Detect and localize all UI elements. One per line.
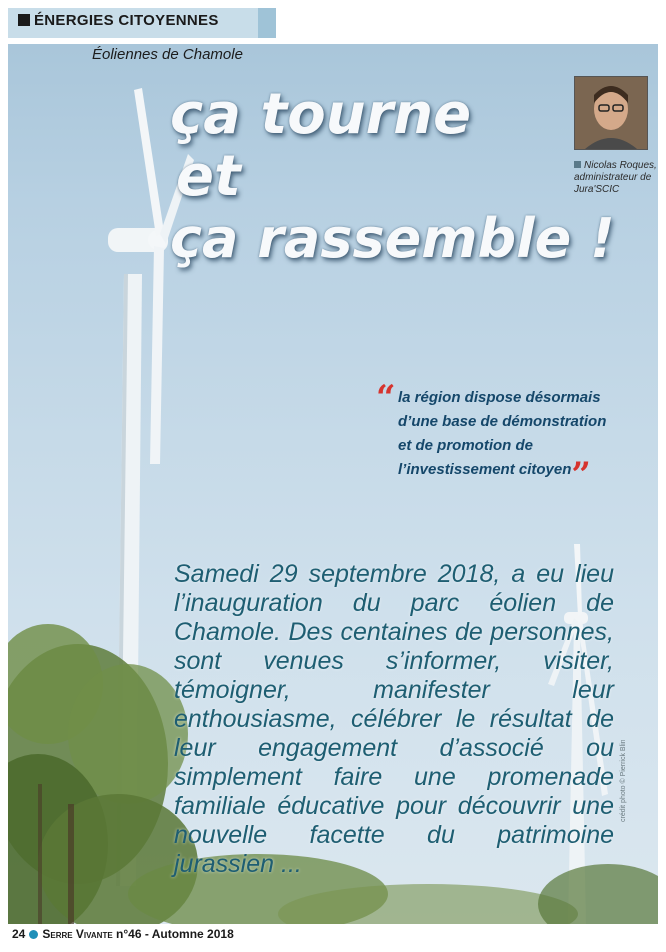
quote-line-4: l’investissement citoyen: [398, 461, 572, 478]
section-header-tab: [258, 8, 276, 38]
page-number: 24: [12, 927, 26, 941]
headline-line-2: et: [176, 144, 241, 209]
article-kicker: Éoliennes de Chamole: [92, 46, 243, 63]
photo-credit: crédit photo © Pierrick Blin: [620, 739, 627, 822]
headline-line-1: ça tourne: [170, 82, 472, 147]
magazine-title: Serre Vivante: [42, 927, 113, 941]
quote-line-3: et de promotion de: [398, 437, 533, 454]
quote-line-2: d’une base de démonstration: [398, 413, 607, 430]
pull-quote: [376, 378, 661, 495]
turbine-blade-up: [134, 88, 164, 236]
portrait-caption: [574, 160, 658, 196]
article-lead-paragraph: Samedi 29 septembre 2018, a eu lieu l’inauguration du parc éolien de Chamole. Des centaines de personnes, sont venues s’informer, visiter, témoigner, manifester leur enthousiasme, célébrer le résultat de leur engagement d’associé ou simplement faire une promenade familiale éducative pour découvrir une nouvelle facette du patrimoine jurassien ...: [174, 560, 614, 878]
caption-role-1: administrateur de: [574, 172, 652, 183]
turbine-blade-down: [150, 246, 164, 464]
author-portrait: [574, 76, 648, 150]
caption-marker-icon: [574, 161, 581, 168]
issue-info: n°46 - Automne 2018: [116, 927, 234, 941]
portrait-illustration: [575, 77, 647, 149]
footer-dot-icon: [29, 930, 38, 939]
page-footer: [12, 927, 234, 941]
caption-name: Nicolas Roques,: [584, 160, 657, 171]
open-quote-mark: “: [376, 378, 396, 418]
section-marker-icon: [18, 14, 30, 26]
close-quote-mark: ”: [571, 455, 591, 495]
section-label: ÉNERGIES CITOYENNES: [34, 12, 219, 29]
quote-line-1: la région dispose désormais: [398, 389, 601, 406]
headline-line-3: ça rassemble !: [170, 207, 615, 270]
caption-role-2: Jura'SCIC: [574, 184, 620, 195]
